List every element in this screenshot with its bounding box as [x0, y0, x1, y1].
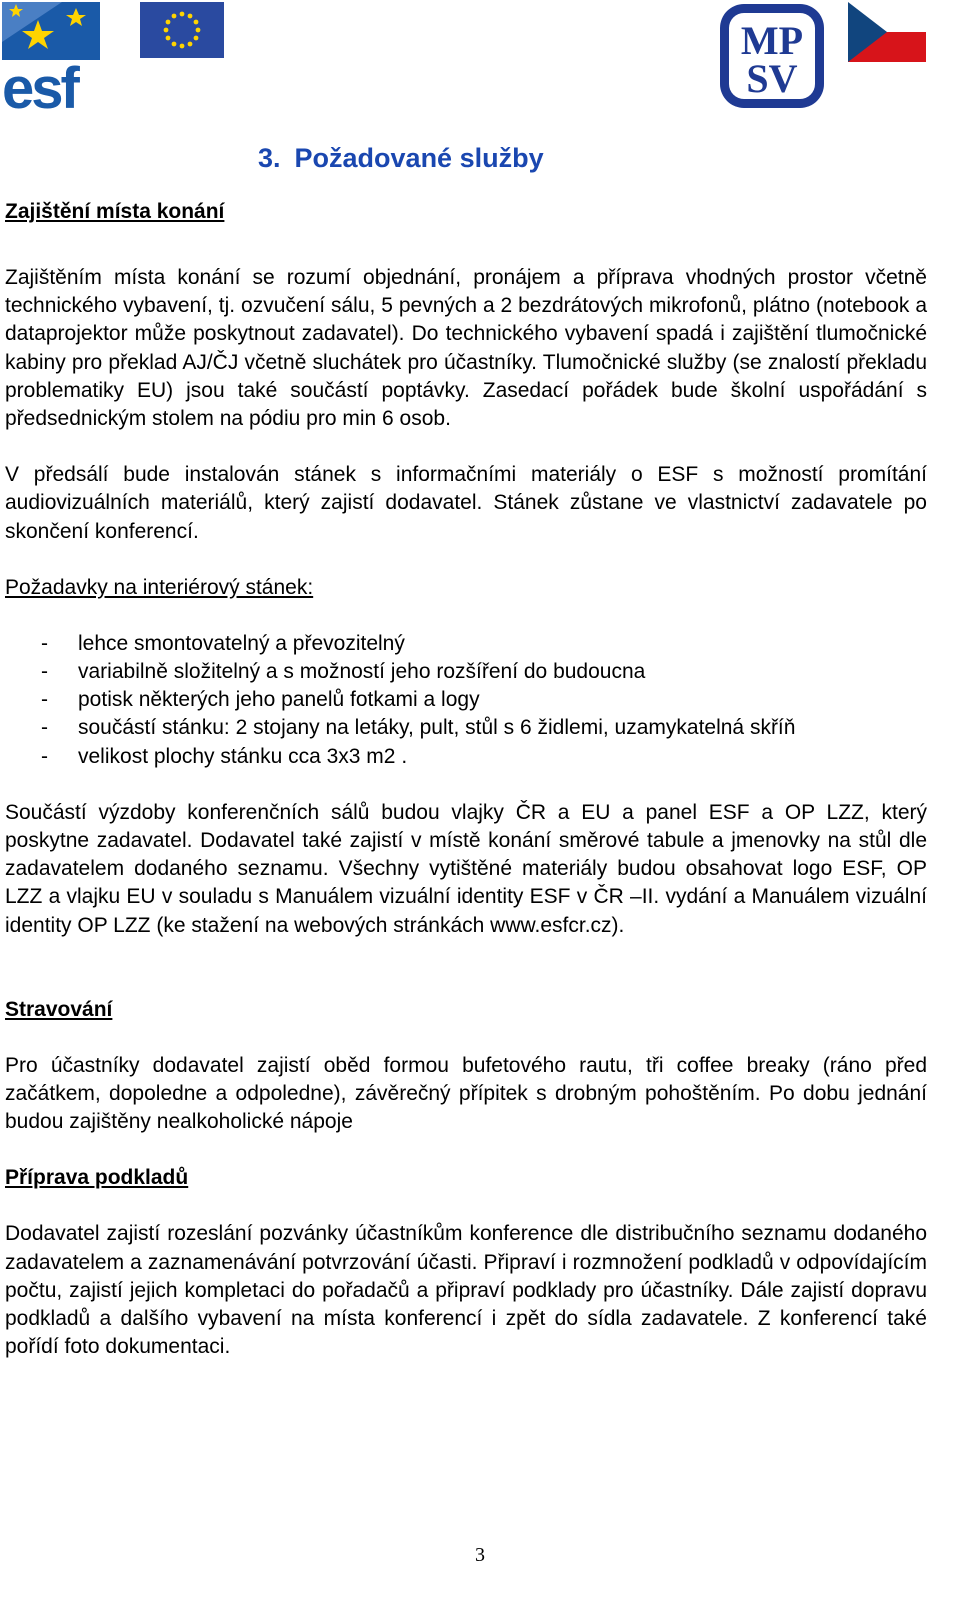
- esf-logo: [2, 2, 132, 112]
- list-item: - lehce smontovatelný a převozitelný: [41, 631, 405, 655]
- page-number: 3: [475, 1544, 485, 1566]
- section-number: 3.: [258, 143, 281, 173]
- stand-requirements-heading: Požadavky na interiérový stánek:: [5, 575, 314, 599]
- czech-flag: [848, 2, 926, 62]
- venue-paragraph-1: Zajištěním místa konání se rozumí objednání, pronájem a příprava vhodných prostor včetně technického vybavení, tj. ozvučení sálu, 5 pevných a 2 bezdrátových mikrofonů, plátno (notebook a dataprojektor může poskytnout zadavatel). Do technického vybavení spadá i zajištění tlumočnické kabiny pro překlad AJ/ČJ včetně sluchátek pro účastníky. Tlumočnické služby (se znalostí překladu problematiky EU) jsou také součástí poptávky. Zasedací pořádek bude školní uspořádání s předsednickým stolem na pódiu pro min 6 osob.: [5, 266, 927, 431]
- venue-heading: Zajištění místa konání: [5, 200, 225, 223]
- esf-logo-text: esf: [2, 56, 77, 112]
- mpsv-logo: [718, 2, 826, 110]
- venue-paragraph-2: V předsálí bude instalován stánek s informačními materiály o ESF s možností promítání audiovizuálních materiálů, který zajistí dodavatel. Stánek zůstane ve vlastnictví zadavatele po skončení konferencí.: [5, 463, 927, 543]
- materials-heading: Příprava podkladů: [5, 1166, 189, 1190]
- section-title: [258, 143, 544, 174]
- eu-flag: [140, 2, 224, 58]
- catering-paragraph: Pro účastníky dodavatel zajistí oběd formou bufetového rautu, tři coffee breaky (ráno před začátkem, dopoledne a odpoledne), závěrečný přípitek s drobným pohoštěním. Po dobu jednání budou zajištěny nealkoholické nápoje: [5, 1053, 927, 1134]
- venue-paragraph-3: Součástí výzdoby konferenčních sálů budou vlajky ČR a EU a panel ESF a OP LZZ, který poskytne zadavatel. Dodavatel také zajistí v místě konání směrové tabule a jmenovky na stůl dle zadavatelem dodaného seznamu. Všechny vytištěné materiály budou obsahovat logo ESF, OP LZZ a vlajku EU v souladu s Manuálem vizuální identity ESF v ČR –II. vydání a Manuálem vizuální identity OP LZZ (ke stažení na webových stránkách www.esfcr.cz).: [5, 800, 927, 937]
- document-body: [5, 198, 927, 1361]
- section-title-text: Požadované služby: [294, 143, 544, 173]
- list-item: - variabilně složitelný a s možností jeho rozšíření do budoucna: [41, 660, 646, 684]
- list-item: - potisk některých jeho panelů fotkami a logy: [41, 688, 480, 712]
- materials-paragraph: Dodavatel zajistí rozeslání pozvánky účastníkům konference dle distribučního seznamu dodaného zadavatelem a zaznamenávání potvrzování účasti. Připraví i rozmnožení podkladů v odpovídajícím počtu, zajistí jejich kompletaci do pořadačů a připraví podklady pro účastníky. Dále zajistí dopravu podkladů a dalšího vybavení na místa konferencí i zpět do sídla zadavatele. Z konferencí také pořídí foto dokumentaci.: [5, 1222, 927, 1359]
- mpsv-logo-top: MP: [740, 18, 804, 63]
- stand-requirements-list: [5, 630, 927, 771]
- catering-heading: Stravování: [5, 997, 113, 1021]
- list-item: - součástí stánku: 2 stojany na letáky, pult, stůl s 6 židlemi, uzamykatelná skříň: [41, 716, 796, 740]
- list-item: - velikost plochy stánku cca 3x3 m2 .: [41, 744, 408, 768]
- mpsv-logo-bottom: SV: [746, 56, 798, 101]
